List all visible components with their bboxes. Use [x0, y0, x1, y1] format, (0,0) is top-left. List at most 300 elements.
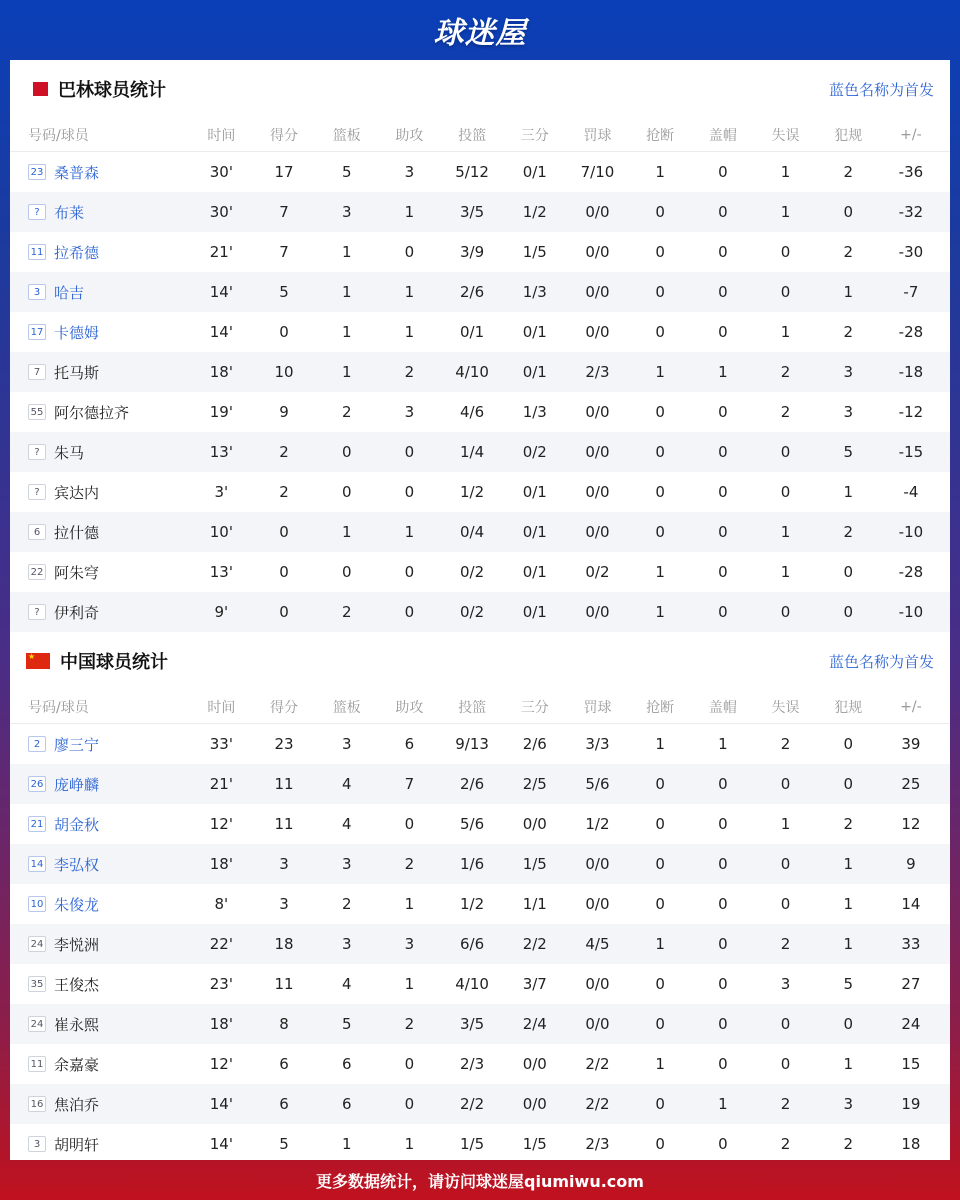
stat-cell: 0	[718, 1015, 728, 1033]
stat-cell: 0	[341, 443, 352, 461]
table-row	[10, 964, 950, 1004]
stat-cell: 6	[404, 735, 415, 753]
table-row	[10, 924, 950, 964]
stat-cell: 0/2	[522, 443, 547, 461]
player-cell	[10, 1094, 190, 1115]
stat-cell: 2	[341, 895, 352, 913]
stat-cell: 18'	[209, 1015, 233, 1033]
jersey-number: 21	[28, 816, 46, 832]
stat-cell: 5/6	[585, 775, 610, 793]
stat-cell: -32	[898, 203, 924, 221]
column-header: 罚球	[583, 699, 612, 716]
player-name[interactable]: 余嘉豪	[54, 1055, 100, 1074]
player-name[interactable]: 胡金秋	[54, 815, 100, 834]
jersey-number: 7	[28, 364, 46, 380]
stat-cell: 1	[404, 975, 415, 993]
stat-cell: 2/2	[522, 935, 547, 953]
stat-cell: 6	[341, 1095, 352, 1113]
stat-cell: 1	[780, 323, 791, 341]
stat-cell: 9	[906, 855, 916, 873]
column-header: 罚球	[583, 127, 612, 144]
stat-cell: 0/1	[522, 363, 547, 381]
stat-cell: 0	[655, 243, 665, 261]
column-header: 犯规	[834, 699, 863, 716]
stat-cell: 30'	[209, 163, 233, 181]
stat-cell: 0/0	[585, 443, 610, 461]
stat-cell: 6	[279, 1055, 289, 1073]
stat-cell: 17	[274, 163, 294, 181]
stat-cell: -12	[898, 403, 924, 421]
stat-cell: 0	[718, 243, 728, 261]
stat-cell: -7	[903, 283, 919, 301]
stat-cell: 3	[341, 935, 352, 953]
column-header: 抢断	[646, 127, 675, 144]
stat-cell: 11	[274, 815, 294, 833]
jersey-number: 35	[28, 976, 46, 992]
stat-cell: 0	[404, 243, 415, 261]
stat-cell: 0	[780, 775, 791, 793]
player-cell	[10, 482, 190, 503]
stat-cell: 0/0	[522, 1095, 547, 1113]
stat-cell: 6	[341, 1055, 352, 1073]
team-header	[10, 632, 950, 690]
player-name[interactable]: 李弘权	[54, 855, 100, 874]
stat-cell: 12'	[209, 815, 233, 833]
jersey-number: 11	[28, 1056, 46, 1072]
column-header: 盖帽	[708, 699, 737, 716]
bahrain-flag-icon	[26, 82, 48, 96]
stat-cell: 5	[843, 975, 853, 993]
table-row	[10, 392, 950, 432]
player-name[interactable]: 胡明轩	[54, 1135, 100, 1154]
stat-cell: 0	[655, 1095, 665, 1113]
jersey-number: 3	[28, 284, 46, 300]
stat-cell: 3	[279, 855, 289, 873]
team-title	[26, 648, 168, 674]
jersey-number: 16	[28, 1096, 46, 1112]
column-header: 得分	[270, 127, 299, 144]
stat-cell: 1/4	[460, 443, 485, 461]
column-header: 抢断	[646, 699, 675, 716]
stat-cell: 1	[780, 523, 791, 541]
stat-cell: 2/6	[460, 775, 485, 793]
stat-cell: 0	[843, 775, 853, 793]
stat-cell: 3	[780, 975, 791, 993]
china-flag-icon	[26, 653, 50, 669]
jersey-number: ?	[28, 604, 46, 620]
stat-cell: 0	[655, 975, 665, 993]
stat-cell: 0/0	[585, 975, 610, 993]
stat-cell: 23	[274, 735, 294, 753]
stat-cell: 1	[780, 815, 791, 833]
stat-cell: 1/3	[522, 403, 547, 421]
stat-cell: 5	[279, 1135, 289, 1153]
stat-cell: 2	[279, 443, 289, 461]
player-name[interactable]: 李悦洲	[54, 935, 100, 954]
stat-cell: -10	[898, 523, 924, 541]
stat-cell: 4/5	[585, 935, 610, 953]
stat-cell: 2	[843, 815, 853, 833]
stat-cell: 18	[901, 1135, 921, 1153]
stat-cell: 0/0	[522, 815, 547, 833]
jersey-number: 2	[28, 736, 46, 752]
stat-cell: 0	[718, 935, 728, 953]
stat-cell: 1	[655, 1055, 665, 1073]
stat-cell: 0	[655, 815, 665, 833]
player-name[interactable]: 哈吉	[54, 283, 85, 302]
stat-cell: 4	[341, 815, 352, 833]
stat-cell: 5	[843, 443, 853, 461]
table-row	[10, 804, 950, 844]
stat-cell: 0/0	[585, 523, 610, 541]
table-row	[10, 432, 950, 472]
stat-cell: 0	[780, 483, 791, 501]
jersey-number: ?	[28, 204, 46, 220]
stat-cell: 0	[843, 1015, 853, 1033]
stat-cell: 2	[341, 403, 352, 421]
stat-cell: 13'	[209, 563, 233, 581]
stat-cell: 18'	[209, 855, 233, 873]
stat-cell: 1	[780, 163, 791, 181]
stat-cell: 12'	[209, 1055, 233, 1073]
player-name[interactable]: 王俊杰	[54, 975, 100, 994]
stat-cell: 0	[404, 443, 415, 461]
player-name[interactable]: 伊利奇	[54, 603, 100, 622]
player-cell	[10, 282, 190, 303]
stat-cell: 21'	[209, 243, 233, 261]
stat-cell: 1	[843, 895, 853, 913]
player-cell	[10, 402, 190, 423]
stat-cell: 39	[901, 735, 921, 753]
stat-cell: 33	[901, 935, 921, 953]
player-name[interactable]: 阿尔德拉齐	[54, 403, 130, 422]
stat-cell: 0	[780, 243, 791, 261]
stat-cell: 0/2	[585, 563, 610, 581]
stat-cell: 0/0	[585, 243, 610, 261]
stat-cell: 9/13	[455, 735, 489, 753]
jersey-number: 11	[28, 244, 46, 260]
stat-cell: 1	[341, 1135, 352, 1153]
stat-cell: -4	[903, 483, 919, 501]
player-name[interactable]: 卡德姆	[54, 323, 100, 342]
player-cell	[10, 1054, 190, 1075]
stat-cell: 3/9	[460, 243, 485, 261]
stat-cell: 8'	[214, 895, 229, 913]
column-header: 失误	[771, 699, 800, 716]
stat-cell: 4	[341, 975, 352, 993]
stat-cell: 0/0	[585, 1015, 610, 1033]
flag-star-icon: ★	[28, 652, 36, 661]
stat-cell: 1	[718, 735, 728, 753]
stat-cell: 4/6	[460, 403, 485, 421]
player-cell	[10, 854, 190, 875]
stat-cell: 6/6	[460, 935, 485, 953]
stat-cell: 3/3	[585, 735, 610, 753]
stat-cell: 0	[655, 855, 665, 873]
column-header: 失误	[771, 127, 800, 144]
starter-note: 蓝色名称为首发	[828, 80, 934, 99]
jersey-number: 17	[28, 324, 46, 340]
stat-cell: 1/5	[522, 855, 547, 873]
stat-cell: 1/2	[460, 895, 485, 913]
table-row	[10, 552, 950, 592]
stat-cell: 13'	[209, 443, 233, 461]
stat-cell: 2/4	[522, 1015, 547, 1033]
player-name[interactable]: 朱俊龙	[54, 895, 100, 914]
stat-cell: 1	[843, 855, 853, 873]
table-row	[10, 724, 950, 764]
jersey-number: 23	[28, 164, 46, 180]
stat-cell: 0/2	[460, 563, 485, 581]
stat-cell: 1	[404, 283, 415, 301]
stat-cell: 0	[718, 775, 728, 793]
stat-cell: 2	[780, 735, 791, 753]
stat-cell: 19'	[209, 403, 233, 421]
stat-cell: 1	[341, 523, 352, 541]
stat-cell: 14'	[209, 1135, 233, 1153]
stat-cell: 1	[655, 603, 665, 621]
player-cell	[10, 162, 190, 183]
stat-cell: 0	[780, 283, 791, 301]
stat-cell: 0	[780, 895, 791, 913]
stat-cell: 0	[780, 855, 791, 873]
stat-cell: 4	[341, 775, 352, 793]
stat-cell: 0/1	[522, 603, 547, 621]
stat-cell: 1	[655, 163, 665, 181]
stat-cell: 0	[718, 203, 728, 221]
stat-cell: 0/0	[585, 403, 610, 421]
player-cell	[10, 562, 190, 583]
player-name[interactable]: 宾达内	[54, 483, 100, 502]
column-header: 投篮	[458, 699, 487, 716]
stat-cell: 0	[655, 443, 665, 461]
stat-cell: 0	[404, 1055, 415, 1073]
table-header-row	[10, 690, 950, 724]
stat-cell: 3	[404, 163, 415, 181]
stat-cell: 1	[655, 563, 665, 581]
jersey-number: 24	[28, 1016, 46, 1032]
stat-cell: 0	[780, 1015, 791, 1033]
stat-cell: 0	[718, 975, 728, 993]
player-cell	[10, 322, 190, 343]
stat-cell: 0	[279, 323, 289, 341]
stat-cell: 24	[901, 1015, 921, 1033]
stat-cell: 0	[655, 403, 665, 421]
column-header: +/-	[900, 126, 922, 143]
stat-cell: 0	[843, 735, 853, 753]
column-header: 犯规	[834, 127, 863, 144]
stat-cell: 0/0	[585, 283, 610, 301]
table-row	[10, 472, 950, 512]
table-header-row	[10, 118, 950, 152]
footer-banner[interactable]	[0, 1160, 960, 1200]
stat-cell: 3	[843, 403, 853, 421]
player-name[interactable]: 焦泊乔	[54, 1095, 100, 1114]
stat-cell: 1	[843, 935, 853, 953]
player-name[interactable]: 布莱	[54, 203, 85, 222]
player-name[interactable]: 廖三宁	[54, 735, 100, 754]
stat-cell: 0/1	[522, 483, 547, 501]
stat-cell: 1	[655, 735, 665, 753]
stat-cell: 0	[279, 603, 289, 621]
stat-cell: 2/6	[522, 735, 547, 753]
stat-cell: 3	[341, 735, 352, 753]
team-name: 中国球员统计	[60, 652, 168, 673]
column-header: 助攻	[395, 699, 424, 716]
stat-cell: -18	[898, 363, 924, 381]
stat-cell: 5/6	[460, 815, 485, 833]
stat-cell: 1	[843, 283, 853, 301]
column-header: 投篮	[458, 127, 487, 144]
stat-cell: 1	[718, 1095, 728, 1113]
stat-cell: 0	[843, 603, 853, 621]
player-cell	[10, 522, 190, 543]
table-row	[10, 312, 950, 352]
stat-cell: 11	[274, 775, 294, 793]
column-header: 得分	[270, 699, 299, 716]
stat-cell: 7	[279, 203, 289, 221]
player-name[interactable]: 拉希德	[54, 243, 100, 262]
jersey-number: 55	[28, 404, 46, 420]
stat-cell: 1	[404, 1135, 415, 1153]
stat-cell: -10	[898, 603, 924, 621]
stat-cell: 2/2	[585, 1095, 610, 1113]
table-row	[10, 192, 950, 232]
stat-cell: -28	[898, 323, 924, 341]
table-row	[10, 272, 950, 312]
stat-cell: 0	[780, 443, 791, 461]
stat-cell: 14	[901, 895, 921, 913]
jersey-number: 26	[28, 776, 46, 792]
stat-cell: 2	[780, 403, 791, 421]
stat-cell: 1	[341, 323, 352, 341]
stat-cell: 1/2	[585, 815, 610, 833]
stat-cell: 3	[341, 855, 352, 873]
stat-cell: 2	[404, 363, 415, 381]
jersey-number: 10	[28, 896, 46, 912]
player-name[interactable]: 桑普森	[54, 163, 100, 182]
stat-cell: 12	[901, 815, 921, 833]
logo: 球迷屋	[433, 16, 527, 51]
jersey-number: 6	[28, 524, 46, 540]
stat-cell: 2/2	[460, 1095, 485, 1113]
table-row	[10, 352, 950, 392]
player-cell	[10, 1014, 190, 1035]
player-cell	[10, 774, 190, 795]
stat-cell: 1	[404, 523, 415, 541]
player-cell	[10, 362, 190, 383]
player-name[interactable]: 朱马	[54, 443, 85, 462]
stat-cell: 4/10	[455, 363, 489, 381]
stat-cell: 0	[780, 603, 791, 621]
player-name[interactable]: 拉什德	[54, 523, 100, 542]
stat-cell: 9	[279, 403, 289, 421]
team-section	[10, 60, 950, 632]
stat-cell: 0/0	[585, 895, 610, 913]
stat-cell: 1	[655, 935, 665, 953]
stat-cell: 3	[843, 363, 853, 381]
stat-cell: 0	[718, 523, 728, 541]
stat-cell: 1	[341, 363, 352, 381]
player-name[interactable]: 崔永熙	[54, 1015, 100, 1034]
stat-cell: 2	[404, 1015, 415, 1033]
stat-cell: 1	[404, 323, 415, 341]
team-name: 巴林球员统计	[58, 80, 166, 101]
stat-cell: 21'	[209, 775, 233, 793]
stat-cell: -15	[898, 443, 924, 461]
footer-text[interactable]: 更多数据统计，请访问球迷屋qiumiwu.com	[316, 1171, 644, 1191]
stat-cell: 14'	[209, 283, 233, 301]
stat-cell: 11	[274, 975, 294, 993]
stat-cell: 0	[843, 563, 853, 581]
player-name[interactable]: 阿朱穹	[54, 563, 100, 582]
stat-cell: 8	[279, 1015, 289, 1033]
jersey-number: 24	[28, 936, 46, 952]
stat-cell: 18'	[209, 363, 233, 381]
stat-cell: 2	[843, 163, 853, 181]
player-cell	[10, 602, 190, 623]
stat-cell: 0	[404, 815, 415, 833]
stat-cell: 3	[404, 935, 415, 953]
table-row	[10, 232, 950, 272]
stat-cell: 1	[843, 1055, 853, 1073]
table-row	[10, 764, 950, 804]
stat-cell: 1/2	[522, 203, 547, 221]
stat-cell: 1/5	[522, 1135, 547, 1153]
column-header: 时间	[207, 699, 236, 716]
stat-cell: 6	[279, 1095, 289, 1113]
stat-cell: 9'	[214, 603, 229, 621]
stat-cell: 22'	[209, 935, 233, 953]
player-cell	[10, 442, 190, 463]
player-cell	[10, 1134, 190, 1155]
stat-cell: 0	[718, 323, 728, 341]
stat-cell: 0	[718, 855, 728, 873]
stats-card	[10, 60, 950, 1160]
stat-cell: 2/5	[522, 775, 547, 793]
stat-cell: 2/3	[460, 1055, 485, 1073]
stat-cell: 0	[655, 203, 665, 221]
stat-cell: 2	[780, 1135, 791, 1153]
stat-cell: 0/1	[460, 323, 485, 341]
stat-cell: 0	[655, 895, 665, 913]
stat-cell: 3'	[214, 483, 229, 501]
table-row	[10, 1124, 950, 1164]
app-header	[0, 0, 960, 60]
stat-cell: 2	[780, 935, 791, 953]
starter-note: 蓝色名称为首发	[828, 652, 934, 671]
stat-cell: 7	[404, 775, 415, 793]
stat-cell: 2	[279, 483, 289, 501]
stat-cell: 3	[341, 203, 352, 221]
stat-cell: 0	[718, 1055, 728, 1073]
stat-cell: 25	[901, 775, 921, 793]
column-header: +/-	[900, 698, 922, 715]
player-name[interactable]: 庞峥麟	[54, 775, 100, 794]
stat-cell: 1/5	[460, 1135, 485, 1153]
stat-cell: 0/0	[585, 483, 610, 501]
player-cell	[10, 814, 190, 835]
stat-cell: -30	[898, 243, 924, 261]
stat-cell: 1	[843, 483, 853, 501]
player-name[interactable]: 托马斯	[54, 363, 100, 382]
stat-cell: 0	[718, 603, 728, 621]
stat-cell: 4/10	[455, 975, 489, 993]
stat-cell: 0	[655, 523, 665, 541]
column-header: 时间	[207, 127, 236, 144]
column-header: 三分	[520, 699, 549, 716]
stat-cell: 1	[404, 203, 415, 221]
